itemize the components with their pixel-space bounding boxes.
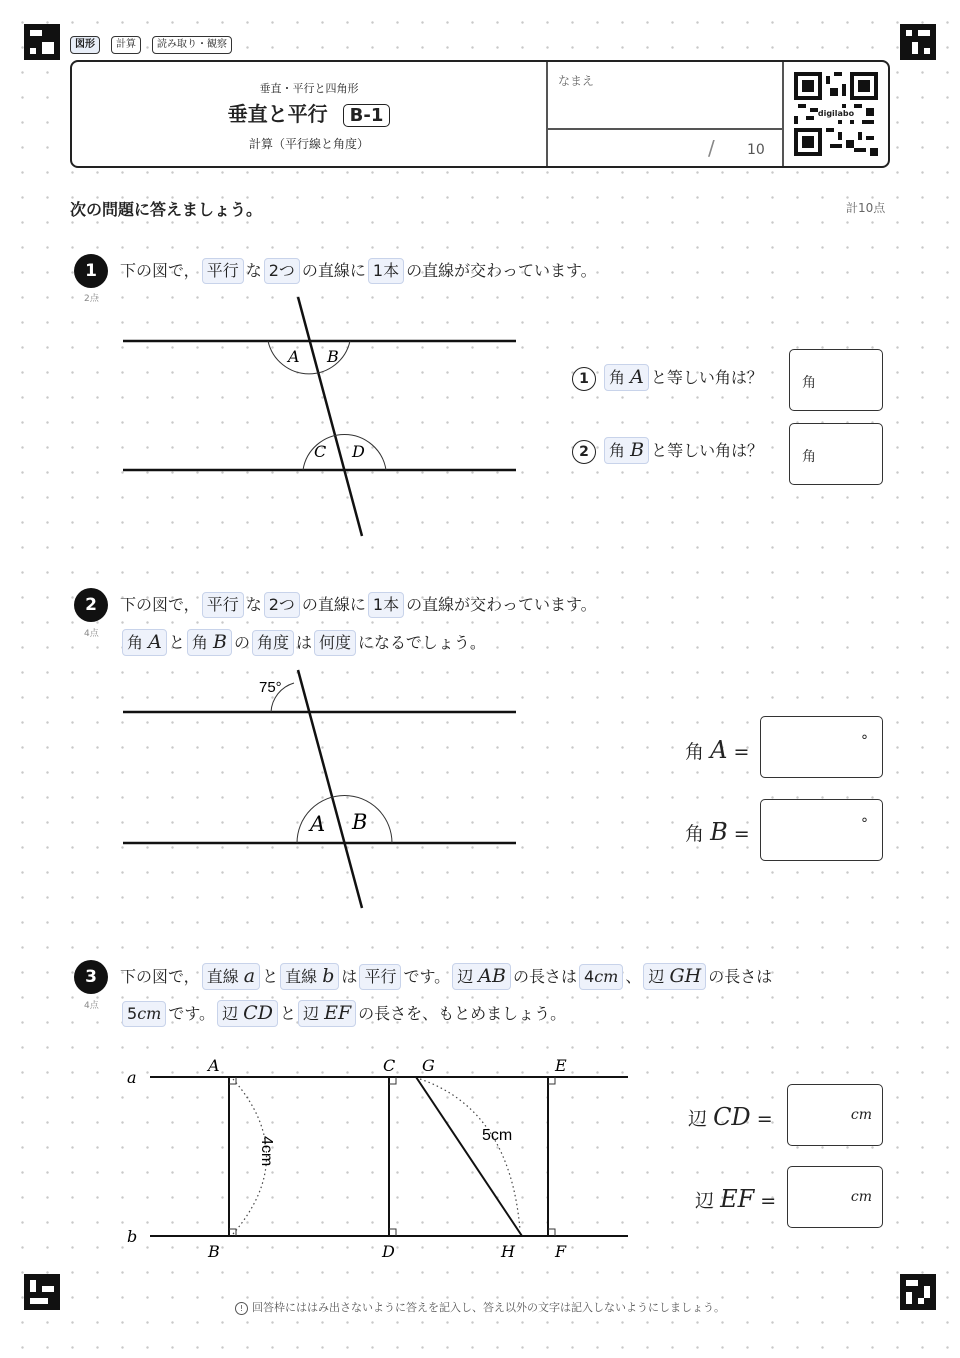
question-3-text-line-2: 5cm です。 辺 CD と 辺 EF の長さを、もとめましょう。 [120, 1000, 566, 1028]
question-3-points: 4点 [84, 1001, 99, 1011]
question-2-text-line-1: 下の図で， 平行 な 2つ の直線に 1本 の直線が交わっています。 [120, 591, 597, 619]
question-1-sub-1: 1 角 A と等しい角は？ [572, 364, 763, 392]
length-label-ab: 4cm [258, 1136, 275, 1167]
angle-label-a: A [288, 347, 300, 366]
page-title: 垂直と平行 [227, 102, 328, 126]
tag-calculation[interactable]: 計算 [111, 36, 141, 54]
question-2-points: 4点 [84, 629, 99, 639]
instruction: 次の問題に答えましょう。 [70, 200, 263, 219]
question-number-3: 3 [74, 960, 108, 994]
answer-box-angle-a[interactable]: ° [760, 716, 883, 778]
question-1-points: 2点 [84, 294, 99, 304]
tag-reading-observation[interactable]: 読み取り・観察 [152, 36, 232, 54]
qr-label: digilabo [817, 109, 855, 118]
answer-label-ef: 辺 EF = [695, 1185, 777, 1213]
answer-label-cd: 辺 CD = [688, 1103, 773, 1131]
label-point-b: B [208, 1242, 220, 1261]
question-1-text: 下の図で， 平行 な 2つ の直線に 1本 の直線が交わっています。 [120, 257, 597, 285]
answer-label-angle-a: 角 A = [685, 736, 750, 764]
answer-box-ef[interactable]: cm [787, 1166, 883, 1228]
question-2-text-line-2: 角 A と 角 B の 角度 は 何度 になるでしょう。 [120, 629, 486, 657]
angle-label-b: B [327, 347, 339, 366]
label-point-a: A [208, 1056, 220, 1075]
name-label: なまえ [558, 74, 595, 88]
angle-label-b: B [352, 810, 368, 834]
label-point-g: G [422, 1056, 435, 1075]
level-badge: B-1 [343, 104, 391, 127]
angle-label-d: D [352, 442, 365, 461]
score-slash: / [708, 136, 715, 160]
question-number-1: 1 [74, 254, 108, 288]
answer-box-1-2[interactable]: 角 [789, 423, 883, 485]
label-point-d: D [382, 1242, 395, 1261]
question-number-2: 2 [74, 588, 108, 622]
answer-box-1-1[interactable]: 角 [789, 349, 883, 411]
given-angle-label: 75° [259, 679, 282, 696]
label-line-a: a [127, 1068, 137, 1087]
angle-label-a: A [310, 812, 326, 836]
length-label-gh: 5cm [482, 1127, 513, 1144]
length-arc-gh [420, 1079, 520, 1230]
label-point-h: H [501, 1242, 515, 1261]
score-total: 10 [747, 142, 765, 158]
answer-box-angle-b[interactable]: ° [760, 799, 883, 861]
footer-note: ! 回答枠にははみ出さないように答えを記入し、答え以外の文字は記入しないようにしましょう。 [0, 1299, 960, 1315]
header-subtitle: 垂直・平行と四角形 [259, 82, 359, 95]
label-point-c: C [383, 1056, 396, 1075]
label-line-b: b [127, 1227, 138, 1246]
angle-label-c: C [314, 442, 327, 461]
tag-figure[interactable]: 図形 [70, 36, 100, 54]
label-point-e: E [555, 1056, 567, 1075]
total-points: 計10点 [846, 201, 886, 215]
label-point-f: F [555, 1242, 567, 1261]
segment-gh [416, 1077, 522, 1236]
answer-box-cd[interactable]: cm [787, 1084, 883, 1146]
question-3-text-line-1: 下の図で， 直線 a と 直線 b は 平行 です。 辺 AB の長さは 4cm 、 辺 GH の長さは [120, 963, 772, 991]
header-topic: 計算（平行線と角度） [248, 137, 369, 151]
question-1-sub-2: 2 角 B と等しい角は？ [572, 437, 763, 465]
answer-label-angle-b: 角 B = [685, 818, 750, 846]
info-icon: ! [235, 1302, 248, 1315]
